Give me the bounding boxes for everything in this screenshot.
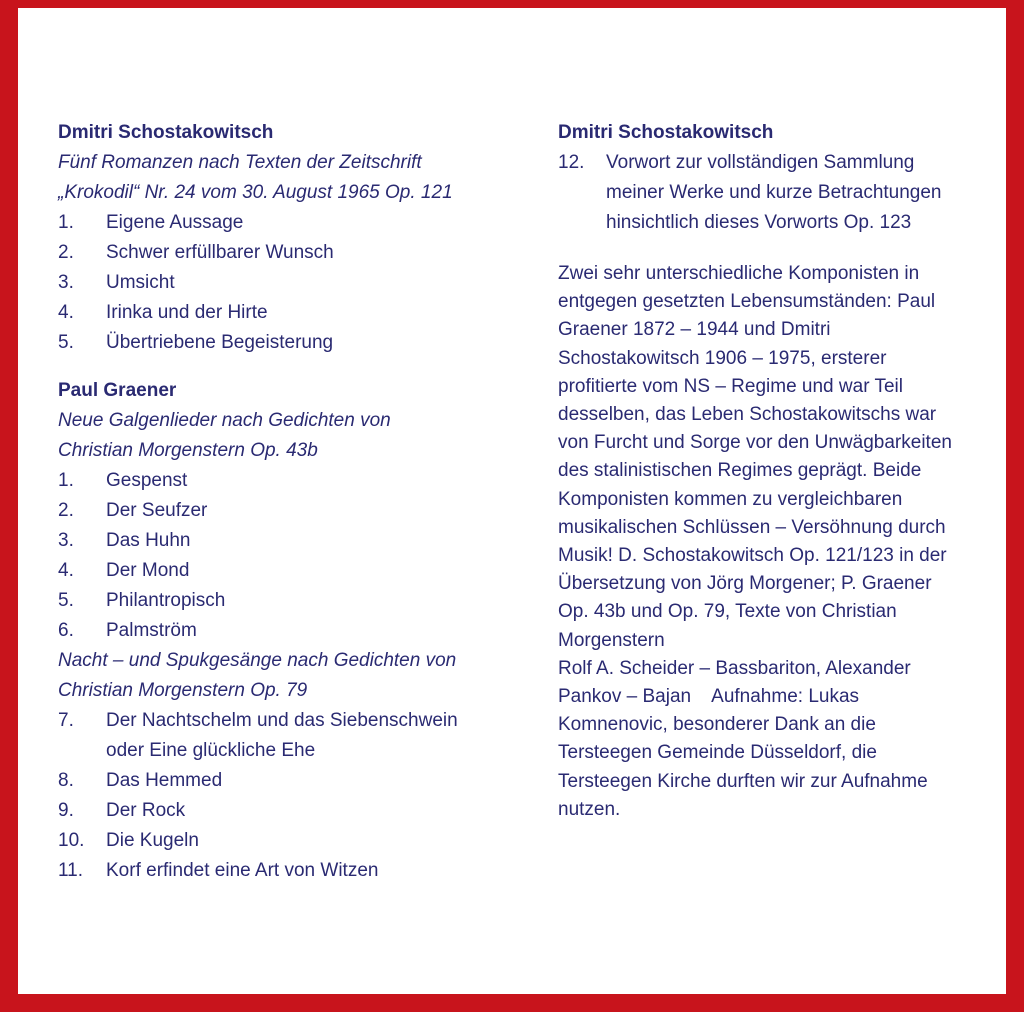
track-title: Das Hemmed xyxy=(106,770,223,791)
booklet-page xyxy=(18,8,1006,994)
credits-line: Komnenovic, besonderer Dank an die xyxy=(558,714,876,736)
track-number: 10. xyxy=(58,830,85,851)
paragraph-line: Morgenstern xyxy=(558,629,665,651)
track-number: 7. xyxy=(58,710,74,731)
right-column xyxy=(558,118,998,824)
track-title: Irinka und der Hirte xyxy=(106,302,268,323)
track-number: 3. xyxy=(58,272,74,293)
work-title: Neue Galgenlieder nach Gedichten von xyxy=(58,410,391,431)
track-item xyxy=(58,796,498,826)
track-title: Der Mond xyxy=(106,560,190,581)
track-number: 4. xyxy=(58,302,74,323)
paragraph-line: musikalischen Schlüssen – Versöhnung durch xyxy=(558,516,946,538)
track-item xyxy=(58,856,498,886)
track-item xyxy=(58,526,498,556)
track-title: Palmström xyxy=(106,620,197,641)
work-title: „Krokodil“ Nr. 24 vom 30. August 1965 Op. 121 xyxy=(58,182,453,203)
paragraph-line: von Furcht und Sorge vor den Unwägbarkeiten xyxy=(558,432,952,454)
track-title: Schwer erfüllbarer Wunsch xyxy=(106,242,334,263)
liner-notes-paragraph xyxy=(558,260,998,824)
paragraph-line: Komponisten kommen zu vergleichbaren xyxy=(558,488,903,510)
track-number: 1. xyxy=(58,212,74,233)
paragraph-line: Schostakowitsch 1906 – 1975, ersterer xyxy=(558,347,887,369)
work-title: Christian Morgenstern Op. 79 xyxy=(58,680,308,701)
work-title: Fünf Romanzen nach Texten der Zeitschrift xyxy=(58,152,422,173)
paragraph-line: des stalinistischen Regimes geprägt. Beide xyxy=(558,460,922,482)
track-number: 1. xyxy=(58,470,74,491)
paragraph-line: Zwei sehr unterschiedliche Komponisten in xyxy=(558,263,920,284)
paragraph-line: entgegen gesetzten Lebensumständen: Paul xyxy=(558,291,936,313)
credits-line: Pankov – Bajan Aufnahme: Lukas xyxy=(558,686,860,708)
track-number: 9. xyxy=(58,800,74,821)
paragraph-line: Übersetzung von Jörg Morgener; P. Graener xyxy=(558,573,932,595)
work-title: Nacht – und Spukgesänge nach Gedichten von xyxy=(58,650,457,671)
track-item xyxy=(58,766,498,796)
track-title: Vorwort zur vollständigen Sammlung meiner Werke und kurze Betrachtungen hinsichtlich dieses Vorworts Op. 123 xyxy=(606,152,942,233)
track-title: Philantropisch xyxy=(106,590,226,611)
track-title: Der Nachtschelm und das Siebenschwein oder Eine glückliche Ehe xyxy=(106,710,458,761)
track-item xyxy=(58,238,498,268)
track-item xyxy=(558,148,998,238)
paragraph-line: desselben, das Leben Schostakowitschs war xyxy=(558,404,937,426)
track-title: Der Rock xyxy=(106,800,186,821)
track-number: 2. xyxy=(58,500,74,521)
track-number: 8. xyxy=(58,770,74,791)
track-number: 4. xyxy=(58,560,74,581)
credits-line: Rolf A. Scheider – Bassbariton, Alexander xyxy=(558,657,911,679)
track-item xyxy=(58,268,498,298)
paragraph-line: Op. 43b und Op. 79, Texte von Christian xyxy=(558,601,897,623)
track-title: Der Seufzer xyxy=(106,500,208,521)
track-item xyxy=(58,616,498,646)
credits-line: nutzen. xyxy=(558,798,621,820)
track-item xyxy=(58,586,498,616)
track-item xyxy=(58,826,498,856)
track-number: 5. xyxy=(58,332,74,353)
left-column xyxy=(58,118,498,886)
credits-line: Tersteegen Kirche durften wir zur Aufnahme xyxy=(558,770,928,792)
composer-heading: Dmitri Schostakowitsch xyxy=(558,122,774,143)
track-title: Übertriebene Begeisterung xyxy=(106,332,334,353)
track-number: 3. xyxy=(58,530,74,551)
track-title: Umsicht xyxy=(106,272,175,293)
credits-line: Tersteegen Gemeinde Düsseldorf, die xyxy=(558,742,877,764)
track-title: Das Huhn xyxy=(106,530,191,551)
track-title: Gespenst xyxy=(106,470,188,491)
work-title: Christian Morgenstern Op. 43b xyxy=(58,440,318,461)
track-title: Die Kugeln xyxy=(106,830,199,851)
paragraph-line: profitierte vom NS – Regime und war Teil xyxy=(558,375,903,397)
track-number: 11. xyxy=(58,860,84,881)
track-number: 12. xyxy=(558,152,585,173)
track-number: 6. xyxy=(58,620,74,641)
track-item xyxy=(58,556,498,586)
track-number: 5. xyxy=(58,590,74,611)
track-item xyxy=(58,496,498,526)
track-item xyxy=(58,328,498,358)
composer-heading: Paul Graener xyxy=(58,380,177,401)
track-title: Eigene Aussage xyxy=(106,212,244,233)
track-item xyxy=(58,706,498,766)
paragraph-line: Musik! D. Schostakowitsch Op. 121/123 in der xyxy=(558,545,947,567)
track-item xyxy=(58,466,498,496)
composer-heading: Dmitri Schostakowitsch xyxy=(58,122,274,143)
track-item xyxy=(58,208,498,238)
track-number: 2. xyxy=(58,242,74,263)
paragraph-line: Graener 1872 – 1944 und Dmitri xyxy=(558,319,831,341)
track-title: Korf erfindet eine Art von Witzen xyxy=(106,860,379,881)
track-item xyxy=(58,298,498,328)
